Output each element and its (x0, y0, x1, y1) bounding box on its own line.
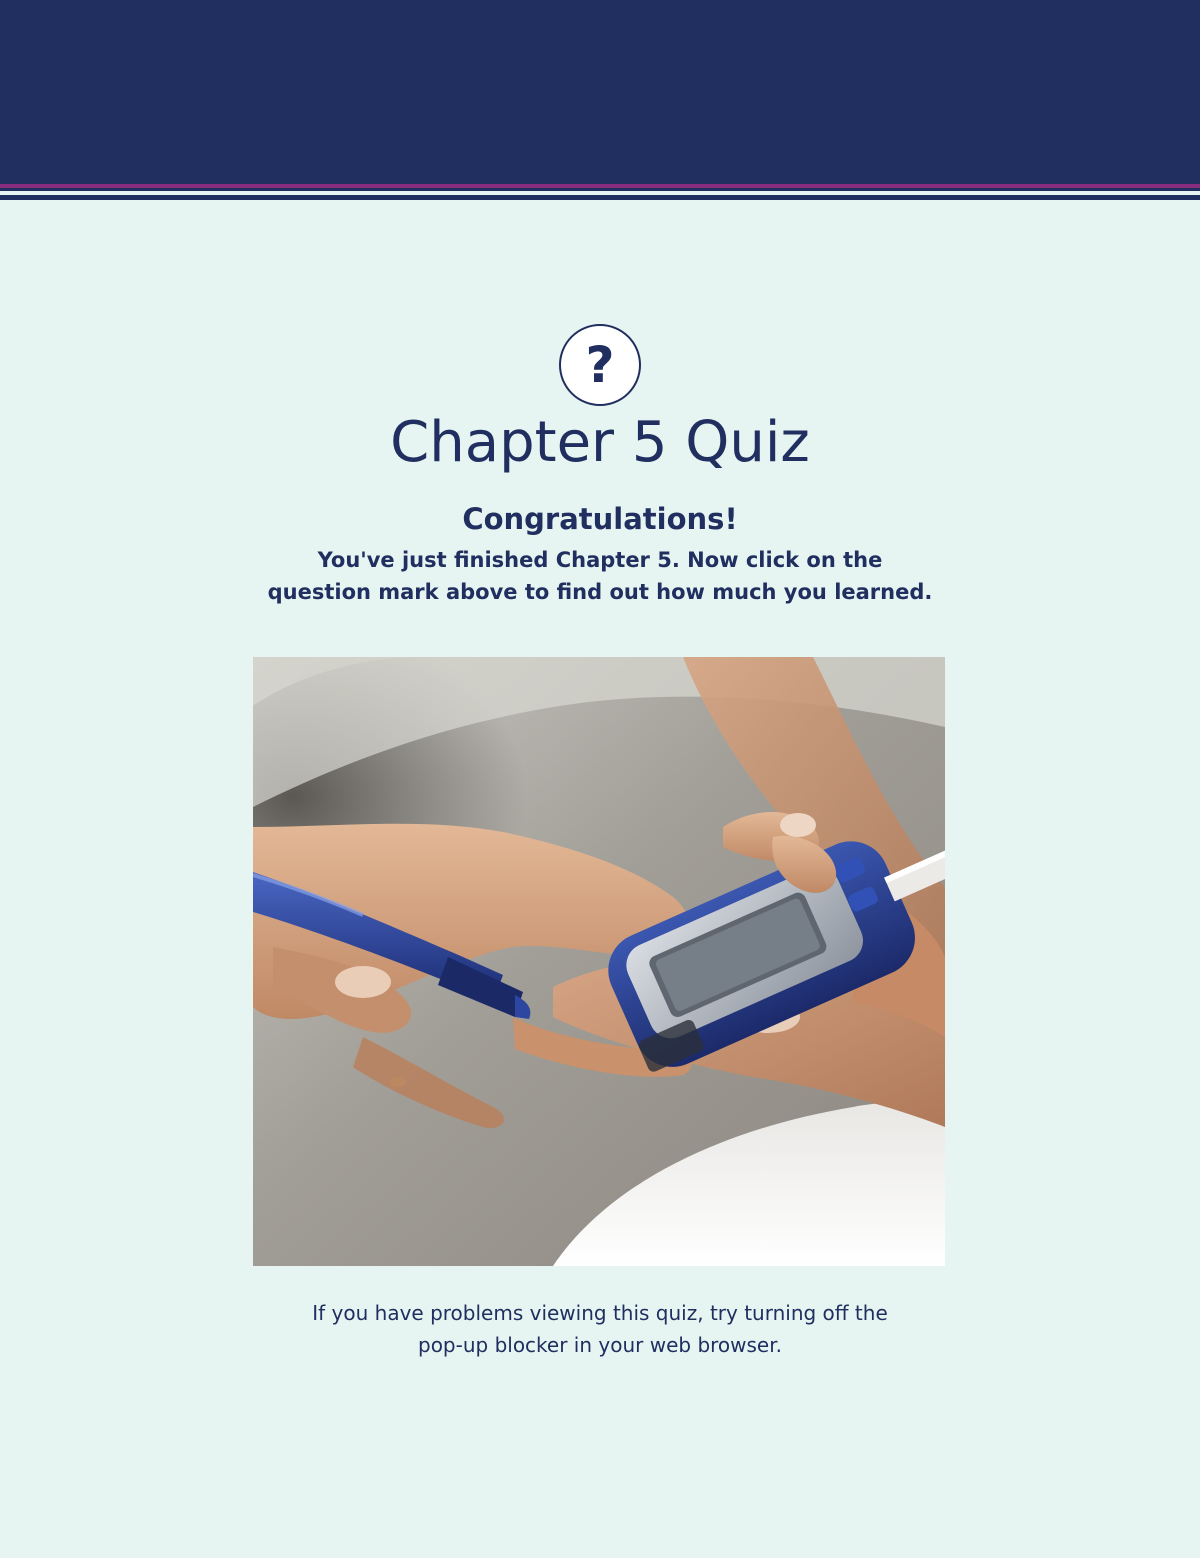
glucose-meter-photo (253, 657, 945, 1266)
help-line-1: If you have problems viewing this quiz, try turning off the (312, 1301, 888, 1325)
question-mark-icon: ? (585, 336, 615, 394)
quiz-link-button[interactable] (559, 324, 641, 406)
help-line-2: pop-up blocker in your web browser. (418, 1333, 782, 1357)
page-title: Chapter 5 Quiz (390, 410, 810, 475)
instruction-text (0, 544, 1200, 608)
congrats-heading: Congratulations! (462, 502, 738, 536)
header-bottom-stripe (0, 195, 1200, 200)
instruction-line-2: question mark above to find out how much you learned. (267, 580, 933, 604)
popup-help-text (0, 1297, 1200, 1361)
header-band (0, 0, 1200, 184)
instruction-line-1: You've just finished Chapter 5. Now click on the (317, 548, 883, 572)
